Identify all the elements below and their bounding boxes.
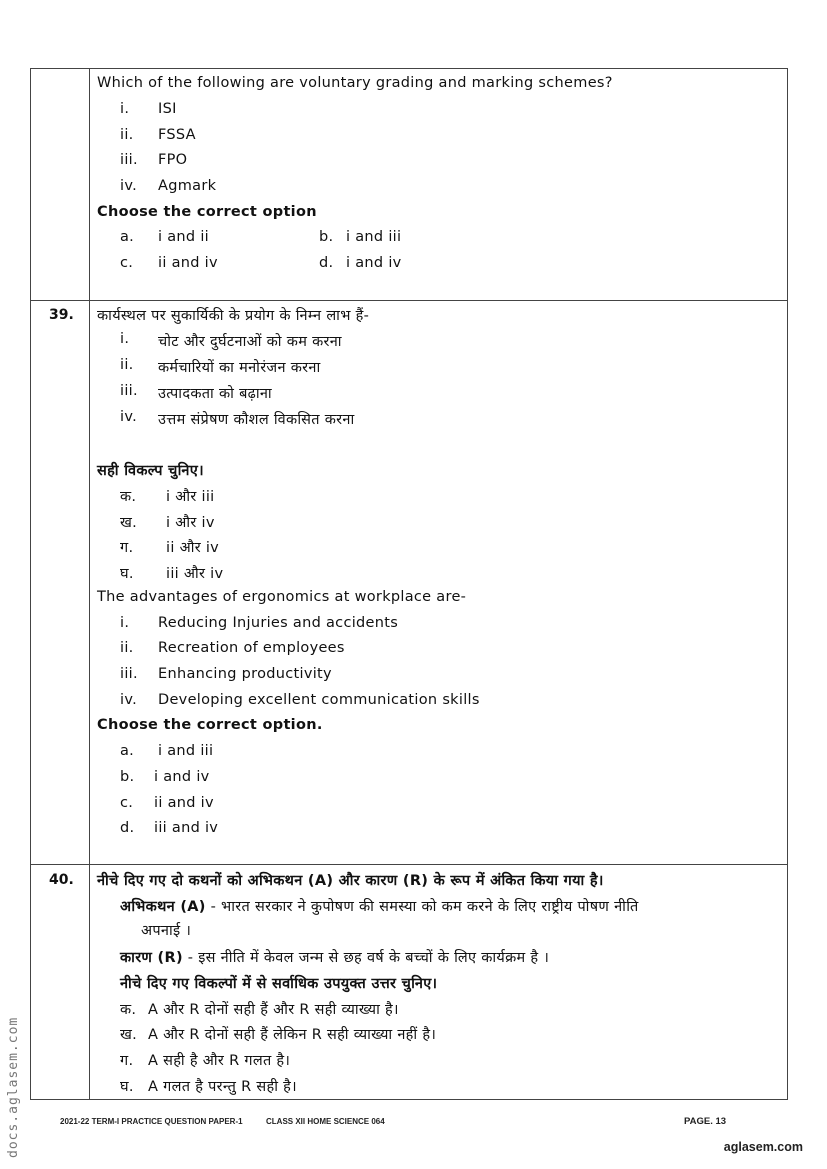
q38-option-num: b. [319, 229, 334, 245]
q38-item-num: i. [120, 101, 130, 117]
q39-hi-choose-label: सही विकल्प चुनिए। [97, 463, 204, 479]
q39-hi-option-text: i और iv [166, 515, 215, 531]
q40-option-num: ग. [120, 1053, 134, 1069]
q38-item-text: Agmark [158, 178, 217, 194]
q39-hi-option-text: i और iii [166, 489, 215, 505]
q40-option-text: A गलत है परन्तु R सही है। [148, 1079, 297, 1095]
q39-en-item-num: iii. [120, 666, 138, 682]
q40-stem: नीचे दिए गए दो कथनों को अभिकथन (A) और कारण (R) के रूप में अंकित किया गया है। [97, 873, 604, 889]
q39-hi-item-num: iii. [120, 383, 138, 399]
q38-option-num: d. [319, 255, 334, 271]
q39-hi-stem: कार्यस्थल पर सुकार्यिकी के प्रयोग के निम्न लाभ हैं- [97, 308, 370, 324]
q39-en-option-text: i and iii [158, 743, 214, 759]
question-table [30, 68, 788, 1100]
q38-item-num: iii. [120, 152, 138, 168]
site-name: aglasem.com [723, 1140, 803, 1154]
watermark: docs.aglasem.com [6, 1016, 21, 1158]
q39-en-option-num: b. [120, 769, 135, 785]
q40-assertion-text-continued: अपनाई । [141, 923, 192, 939]
q40-assertion [120, 896, 639, 916]
q38-item-num: ii. [120, 127, 134, 143]
q40-option-text: A सही है और R गलत है। [148, 1053, 291, 1069]
q40-number: 40. [49, 872, 74, 888]
q39-en-stem: The advantages of ergonomics at workplace are- [97, 589, 467, 605]
q40-option-text: A और R दोनों सही हैं लेकिन R सही व्याख्या नहीं है। [148, 1027, 437, 1043]
q39-en-option-text: ii and iv [154, 795, 214, 811]
q39-en-item-num: ii. [120, 640, 134, 656]
q38-choose-label: Choose the correct option [97, 204, 317, 220]
q39-en-item-num: iv. [120, 692, 137, 708]
q38-option-num: c. [120, 255, 134, 271]
q40-reason-label: कारण (R) [120, 950, 183, 966]
footer-page-number: PAGE. 13 [684, 1116, 727, 1127]
q39-hi-option-num: ग. [120, 540, 134, 556]
q40-reason-text: - इस नीति में केवल जन्म से छह वर्ष के बच्चों के लिए कार्यक्रम है । [182, 950, 550, 966]
q40-option-num: ख. [120, 1027, 138, 1043]
q39-hi-option-num: ख. [120, 515, 138, 531]
q38-item-text: FPO [158, 152, 188, 168]
q39-hi-item-text: कर्मचारियों का मनोरंजन करना [158, 360, 321, 376]
q39-en-option-num: a. [120, 743, 135, 759]
q40-option-text: A और R दोनों सही हैं और R सही व्याख्या है। [148, 1002, 399, 1018]
q39-en-item-num: i. [120, 615, 130, 631]
q39-hi-item-text: उत्तम संप्रेषण कौशल विकसित करना [158, 412, 355, 428]
q39-hi-option-text: iii और iv [166, 566, 224, 582]
q38-item-text: ISI [158, 101, 177, 117]
q40-assertion-label: अभिकथन (A) [120, 899, 206, 915]
q39-number: 39. [49, 307, 74, 323]
q38-option-text: i and iii [346, 229, 402, 245]
q39-en-item-text: Developing excellent communication skills [158, 692, 480, 708]
q38-option-num: a. [120, 229, 135, 245]
q38-item-num: iv. [120, 178, 137, 194]
q39-en-item-text: Reducing Injuries and accidents [158, 615, 399, 631]
q40-choose-label: नीचे दिए गए विकल्पों में से सर्वाधिक उपयुक्त उत्तर चुनिए। [120, 976, 438, 992]
q39-hi-option-num: क. [120, 489, 137, 505]
q40-reason [120, 947, 549, 967]
q39-hi-item-text: उत्पादकता को बढ़ाना [158, 386, 272, 402]
q40-option-num: घ. [120, 1079, 134, 1095]
column-divider [89, 69, 90, 1099]
q39-en-option-text: i and iv [154, 769, 210, 785]
q39-hi-item-text: चोट और दुर्घटनाओं को कम करना [158, 334, 342, 350]
q39-hi-option-text: ii और iv [166, 540, 220, 556]
q39-en-item-text: Enhancing productivity [158, 666, 332, 682]
q38-option-text: i and iv [346, 255, 402, 271]
q38-option-text: i and ii [158, 229, 209, 245]
q38-option-text: ii and iv [158, 255, 218, 271]
q39-en-option-num: c. [120, 795, 134, 811]
q39-hi-item-num: i. [120, 331, 130, 347]
q39-hi-item-num: ii. [120, 357, 134, 373]
q39-en-item-text: Recreation of employees [158, 640, 345, 656]
q40-assertion-text: - भारत सरकार ने कुपोषण की समस्या को कम करने के लिए राष्ट्रीय पोषण नीति [205, 899, 639, 915]
footer-paper-title: 2021-22 TERM-I PRACTICE QUESTION PAPER-1 [60, 1117, 243, 1126]
row-divider [31, 300, 787, 301]
row-divider [31, 864, 787, 865]
q39-hi-item-num: iv. [120, 409, 137, 425]
q38-item-text: FSSA [158, 127, 196, 143]
q40-option-num: क. [120, 1002, 137, 1018]
q39-en-choose-label: Choose the correct option. [97, 717, 323, 733]
q39-en-option-text: iii and iv [154, 820, 219, 836]
q39-hi-option-num: घ. [120, 566, 134, 582]
footer-class-subject: CLASS XII HOME SCIENCE 064 [266, 1117, 385, 1126]
q39-en-option-num: d. [120, 820, 135, 836]
q38-stem: Which of the following are voluntary grading and marking schemes? [97, 75, 613, 91]
